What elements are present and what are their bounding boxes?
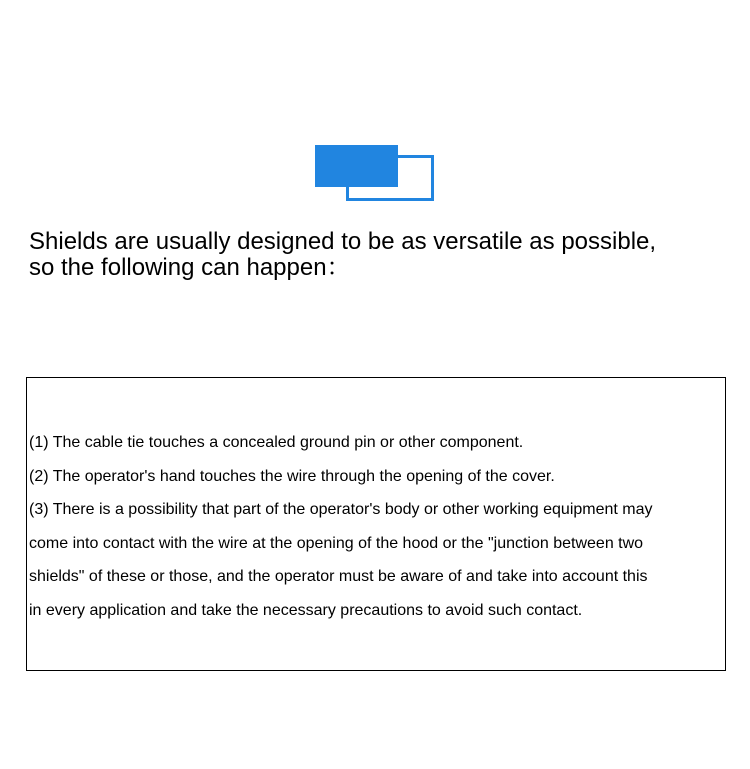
overlapping-rectangles-icon [315, 145, 435, 203]
headline-line-1: Shields are usually designed to be as versatile as possible, [29, 228, 657, 255]
notice-line: in every application and take the necessary precautions to avoid such contact. [29, 601, 583, 619]
notice-line: (2) The operator's hand touches the wire through the opening of the cover. [29, 467, 555, 485]
notice-line: come into contact with the wire at the opening of the hood or the "junction between two [29, 534, 644, 552]
logo-filled-rectangle [315, 145, 398, 187]
notice-line: shields" of these or those, and the operator must be aware of and take into account this [29, 568, 648, 585]
notice-line: (3) There is a possibility that part of the operator's body or other working equipment may [29, 501, 653, 518]
notice-box [26, 377, 726, 671]
notice-list [29, 426, 723, 627]
notice-line: (1) The cable tie touches a concealed ground pin or other component. [29, 434, 524, 451]
headline-line-2: so the following can happen： [29, 254, 351, 281]
page-headline [29, 229, 739, 281]
